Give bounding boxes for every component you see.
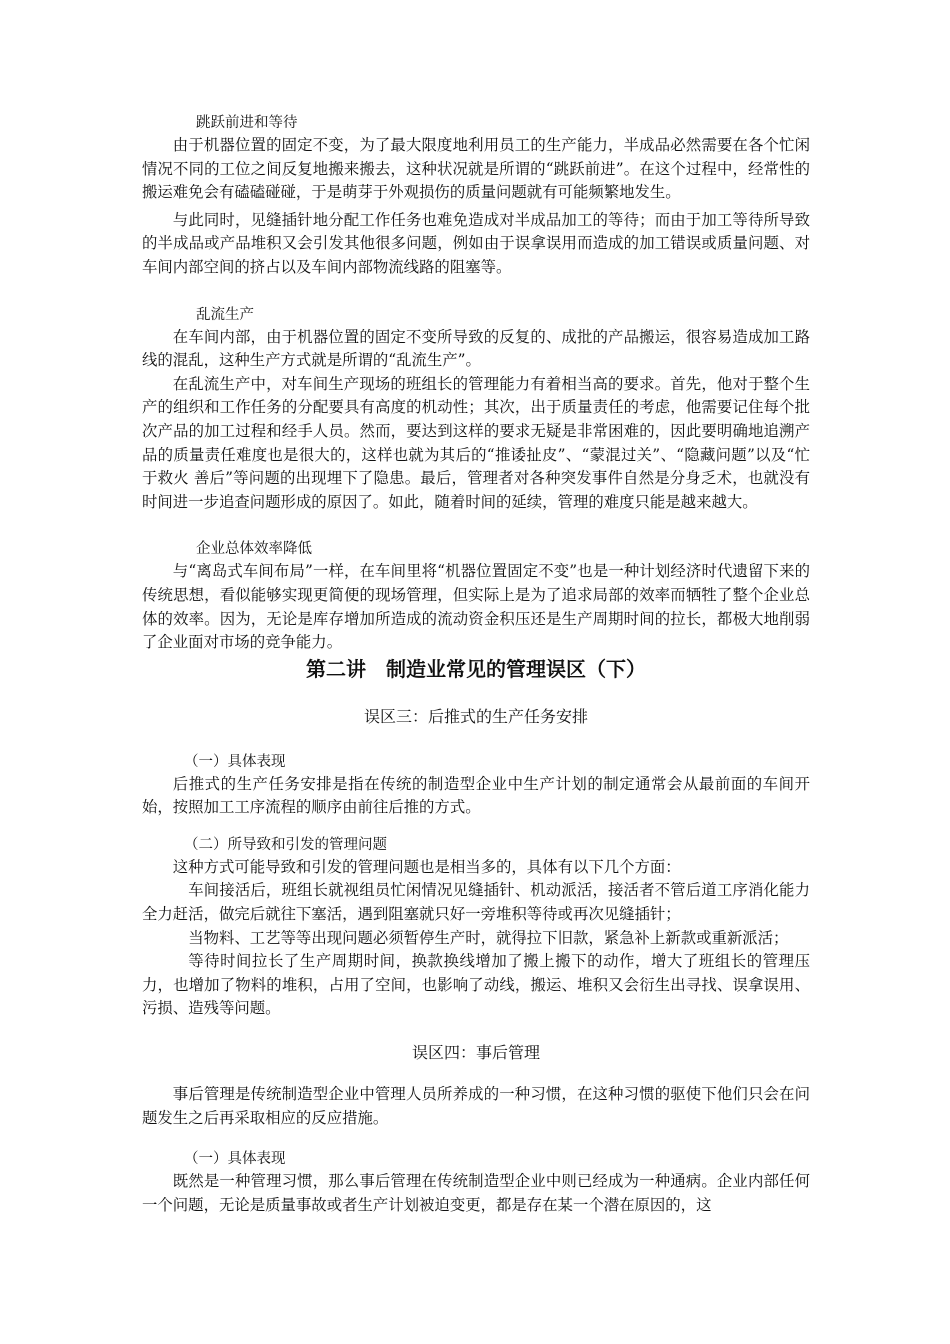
paragraph: 与此同时，见缝插针地分配工作任务也难免造成对半成品加工的等待；而由于加工等待所导致的半成品或产品堆积又会引发其他很多问题，例如由于误拿误用而造成的加工错误或质量问题、对车间内部空间的挤占以及车间内部物流线路的阻塞等。 [142,210,810,276]
lecture-title: 第二讲 制造业常见的管理误区（下） [306,656,646,681]
paragraph: 与“离岛式车间布局”一样，在车间里将“机器位置固定不变”也是一种计划经济时代遗留下来的传统思想，看似能够实现更简便的现场管理，但实际上是为了追求局部的效率而牺牲了整个企业总体的效率。因为，无论是库存增加所造成的流动资金积压还是生产周期时间的拉长，都极大地削弱了企业面对市场的竞争能力。 [142,562,810,652]
paragraph: 等待时间拉长了生产周期时间，换款换线增加了搬上搬下的动作，增大了班组长的管理压力，也增加了物料的堆积，占用了空间，也影响了动线，搬运、堆积又会衍生出寻找、误拿误用、污损、造残等问题。 [142,952,810,1018]
paragraph: 车间接活后，班组长就视组员忙闲情况见缝插针、机动派活，接活者不管后道工序消化能力全力赶活，做完后就往下塞活，遇到阻塞就只好一旁堆积等待或再次见缝插针； [142,881,810,924]
section-heading-chaotic-flow: 乱流生产 [196,306,254,323]
paragraph: 这种方式可能导致和引发的管理问题也是相当多的，具体有以下几个方面： [172,857,681,876]
subheading-manifestation: （一）具体表现 [184,753,286,770]
myth-four-title: 误区四：事后管理 [411,1043,540,1063]
paragraph: 后推式的生产任务安排是指在传统的制造型企业中生产计划的制定通常会从最前面的车间开始，按照加工工序流程的顺序由前往后推的方式。 [142,774,810,817]
paragraph: 由于机器位置的固定不变，为了最大限度地利用员工的生产能力，半成品必然需要在各个忙闲情况不同的工位之间反复地搬来搬去，这种状况就是所谓的“跳跃前进”。在这个过程中，经常性的搬运难免会有磕磕碰碰，于是萌芽于外观损伤的质量问题就有可能频繁地发生。 [142,136,810,202]
subheading-manifestation: （一）具体表现 [184,1151,286,1168]
section-heading-efficiency: 企业总体效率降低 [196,541,312,558]
myth-three-title: 误区三：后推式的生产任务安排 [363,706,588,726]
paragraph: 在乱流生产中，对车间生产现场的班组长的管理能力有着相当高的要求。首先，他对于整个生产的组织和工作任务的分配要具有高度的机动性；其次，出于质量责任的考虑，他需要记住每个批次产品的加工过程和经手人员。然而，要达到这样的要求无疑是非常困难的，因此要明确地追溯产品的质量责任难度也是很大的，这样也就为其后的“推诿扯皮”、“蒙混过关”、“隐藏问题”以及“忙于救火 善后”等问题的出现埋下了隐患。最后，管理者对各种突发事件自然是分身乏术，也就没有时间进一步追查问题形成的原因了。如此，随着时间的延续，管理的难度只能是越来越大。 [142,374,810,511]
paragraph: 事后管理是传统制造型企业中管理人员所养成的一种习惯，在这种习惯的驱使下他们只会在问题发生之后再采取相应的反应措施。 [142,1085,810,1127]
document-page [142,112,810,1217]
paragraph: 在车间内部，由于机器位置的固定不变所导致的反复的、成批的产品搬运，很容易造成加工路线的混乱，这种生产方式就是所谓的“乱流生产”。 [142,327,810,370]
paragraph: 当物料、工艺等等出现问题必须暂停生产时，就得拉下旧款，紧急补上新款或重新派活； [188,928,789,947]
section-heading-jump-forward: 跳跃前进和等待 [196,115,298,131]
paragraph: 既然是一种管理习惯，那么事后管理在传统制造型企业中则已经成为一种通病。企业内部任何一个问题，无论是质量事故或者生产计划被迫变更，都是存在某一个潜在原因的，这 [142,1172,810,1214]
subheading-problems: （二）所导致和引发的管理问题 [184,836,387,853]
